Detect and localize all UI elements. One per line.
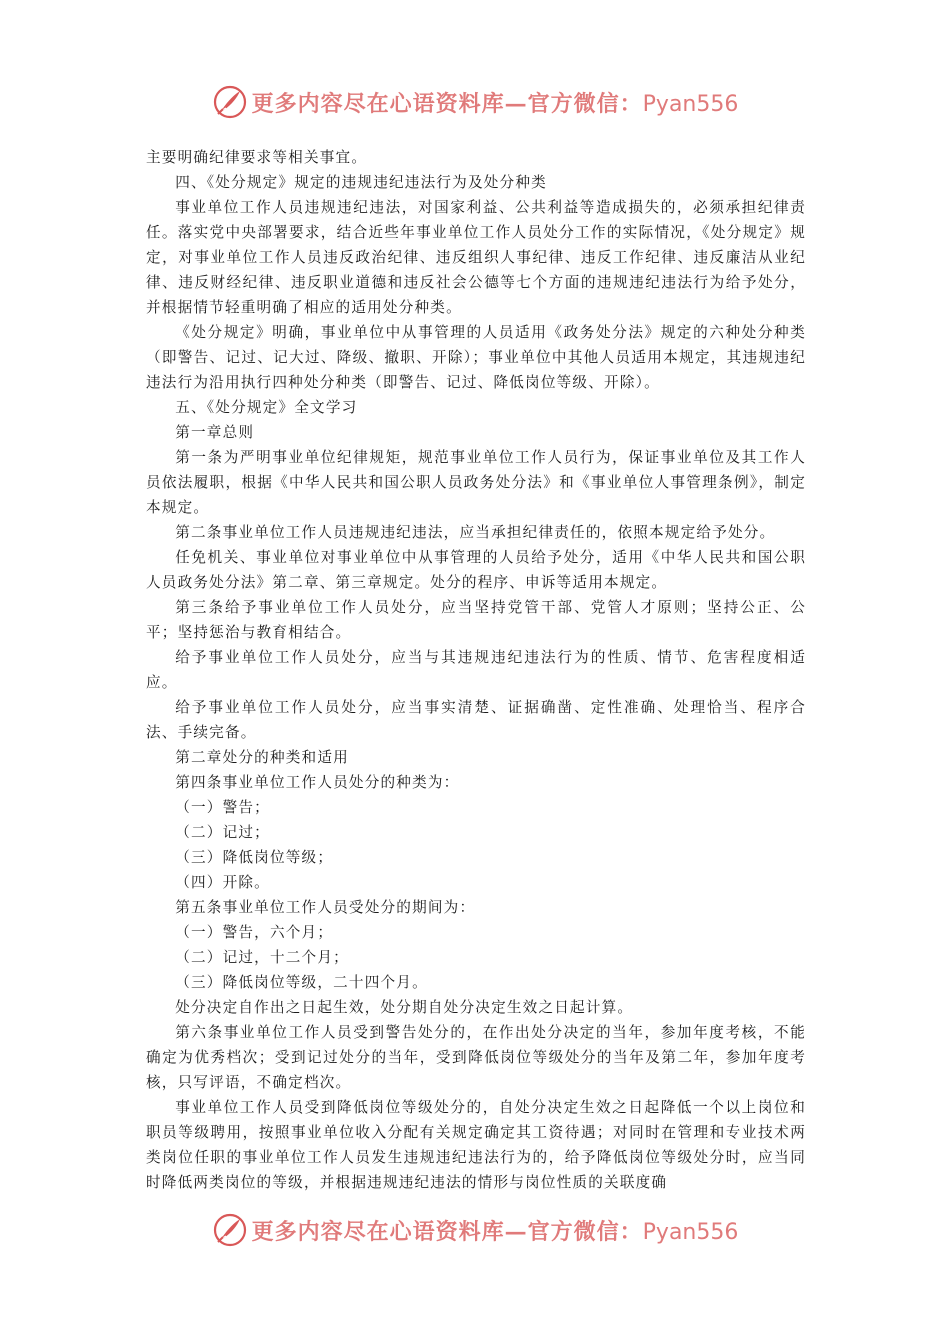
banner-handle: Pyan556	[642, 91, 739, 117]
paragraph: （二）记过；	[175, 824, 270, 841]
paragraph: 五、《处分规定》全文学习	[175, 399, 358, 416]
header-banner	[0, 80, 950, 124]
banner-handle: Pyan556	[642, 1219, 739, 1245]
paragraph: 主要明确纪律要求等相关事宜。	[146, 149, 368, 166]
paragraph: （四）开除。	[175, 874, 270, 891]
paragraph: 第三条给予事业单位工作人员处分，应当坚持党管干部、党管人才原则；坚持公正、公平；坚持惩治与教育相结合。	[146, 599, 806, 641]
paragraph: 事业单位工作人员违规违纪违法，对国家利益、公共利益等造成损失的，必须承担纪律责任。落实党中央部署要求，结合近些年事业单位工作人员处分工作的实际情况，《处分规定》规定，对事业单位工作人员违反政治纪律、违反组织人事纪律、违反工作纪律、违反廉洁从业纪律、违反财经纪律、违反职业道德和违反社会公德等七个方面的违规违纪违法行为给予处分，并根据情节轻重明确了相应的适用处分种类。	[146, 199, 806, 316]
paragraph: 《处分规定》明确，事业单位中从事管理的人员适用《政务处分法》规定的六种处分种类（即警告、记过、记大过、降级、撤职、开除）；事业单位中其他人员适用本规定，其违规违纪违法行为沿用执行四种处分种类（即警告、记过、降低岗位等级、开除）。	[146, 324, 806, 391]
document-body	[146, 145, 806, 1195]
paragraph: （二）记过，十二个月；	[175, 949, 349, 966]
paragraph: 第四条事业单位工作人员处分的种类为：	[175, 774, 460, 791]
paragraph: 第五条事业单位工作人员受处分的期间为：	[175, 899, 476, 916]
paragraph: 给予事业单位工作人员处分，应当与其违规违纪违法行为的性质、情节、危害程度相适应。	[146, 649, 806, 691]
paragraph: 事业单位工作人员受到降低岗位等级处分的，自处分决定生效之日起降低一个以上岗位和职员等级聘用，按照事业单位收入分配有关规定确定其工资待遇；对同时在管理和专业技术两类岗位任职的事业单位工作人员发生违规违纪违法行为的，给予降低岗位等级处分时，应当同时降低两类岗位的等级，并根据违规违纪违法的情形与岗位性质的关联度确	[146, 1099, 806, 1191]
paragraph: 第二章处分的种类和适用	[175, 749, 349, 766]
paragraph: （三）降低岗位等级；	[175, 849, 334, 866]
paragraph: 处分决定自作出之日起生效，处分期自处分决定生效之日起计算。	[175, 999, 634, 1016]
paragraph: 给予事业单位工作人员处分，应当事实清楚、证据确凿、定性准确、处理恰当、程序合法、手续完备。	[146, 699, 806, 741]
paragraph: 第六条事业单位工作人员受到警告处分的，在作出处分决定的当年，参加年度考核，不能确定为优秀档次；受到记过处分的当年，受到降低岗位等级处分的当年及第二年，参加年度考核，只写评语，不确定档次。	[146, 1024, 806, 1091]
paragraph: 第一章总则	[175, 424, 255, 441]
quill-pen-logo-icon	[212, 1212, 248, 1248]
footer-banner	[0, 1208, 950, 1252]
paragraph: （一）警告；	[175, 799, 270, 816]
quill-pen-logo-icon	[212, 84, 248, 120]
paragraph: （三）降低岗位等级，二十四个月。	[175, 974, 428, 991]
paragraph: 第二条事业单位工作人员违规违纪违法，应当承担纪律责任的，依照本规定给予处分。	[175, 524, 776, 541]
banner-text: 更多内容尽在心语资料库—官方微信：Pyan556	[251, 1218, 739, 1245]
paragraph: 第一条为严明事业单位纪律规矩，规范事业单位工作人员行为，保证事业单位及其工作人员依法履职，根据《中华人民共和国公职人员政务处分法》和《事业单位人事管理条例》，制定本规定。	[146, 449, 806, 516]
paragraph: 任免机关、事业单位对事业单位中从事管理的人员给予处分，适用《中华人民共和国公职人员政务处分法》第二章、第三章规定。处分的程序、申诉等适用本规定。	[146, 549, 806, 591]
paragraph: （一）警告，六个月；	[175, 924, 334, 941]
banner-text: 更多内容尽在心语资料库—官方微信：Pyan556	[251, 90, 739, 117]
paragraph: 四、《处分规定》规定的违规违纪违法行为及处分种类	[175, 174, 547, 191]
